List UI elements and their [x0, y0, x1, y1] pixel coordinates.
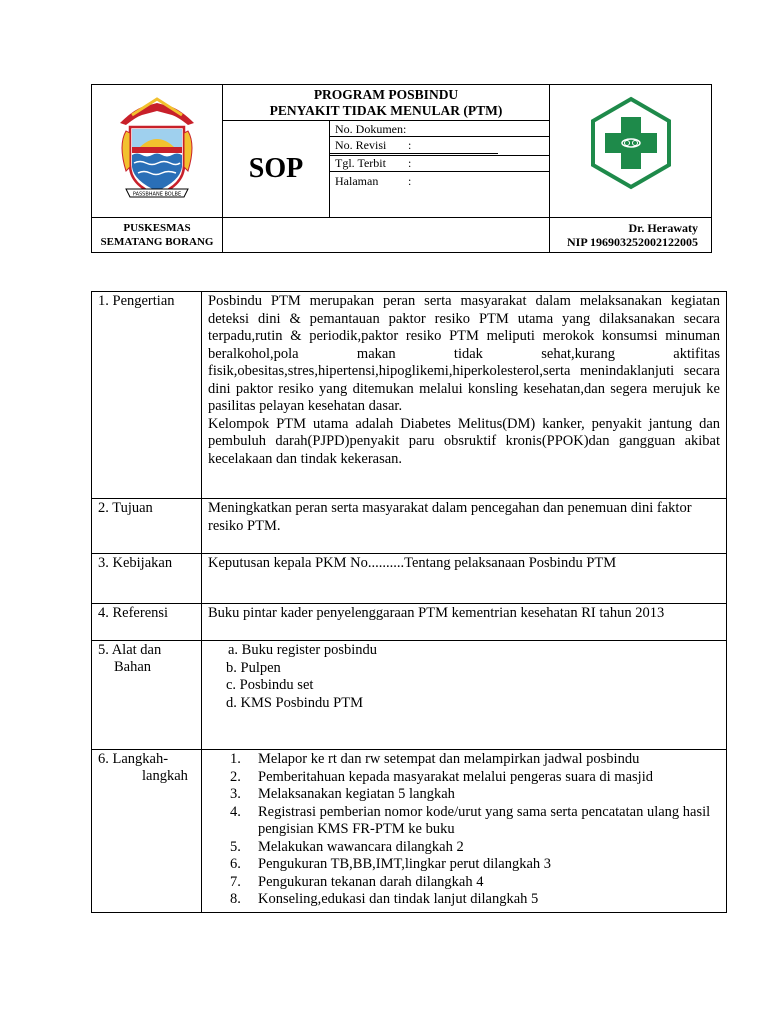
step-number: 7. — [230, 873, 241, 890]
regional-emblem-icon — [92, 85, 223, 217]
step-text: Pengukuran TB,BB,IMT,lingkar perut dilangkah 3 — [258, 856, 552, 872]
step-number: 2. — [230, 768, 241, 785]
section-label: 3. Kebijakan — [92, 554, 202, 604]
list-item: b. Pulpen — [226, 659, 281, 676]
organization-name — [92, 217, 223, 253]
list-item — [208, 804, 720, 839]
regional-emblem-cell — [92, 85, 223, 217]
label-line-1: 6. Langkah- — [98, 751, 169, 767]
meta-tgl-terbit — [330, 155, 549, 171]
section-label — [92, 641, 202, 750]
table-row — [92, 641, 727, 750]
title-line-2: PENYAKIT TIDAK MENULAR (PTM) — [269, 103, 503, 118]
section-content — [202, 641, 727, 750]
table-row — [92, 554, 727, 604]
meta-colon: : — [408, 174, 412, 188]
step-text: Melapor ke rt dan rw setempat dan melampirkan jadwal posbindu — [258, 751, 640, 767]
meta-no-dokumen — [330, 121, 549, 137]
step-number: 3. — [230, 786, 241, 802]
list-item — [208, 839, 720, 857]
list-item — [208, 769, 720, 787]
sop-label: SOP — [223, 121, 330, 217]
sop-title-cell — [223, 85, 550, 217]
meta-no-revisi — [330, 137, 549, 154]
list-item — [208, 786, 720, 804]
step-text: Melaksanakan kegiatan 5 langkah — [258, 786, 455, 802]
step-text: Registrasi pemberian nomor kode/urut yang sama serta pencatatan ulang hasil pengisian KMS FR-PTM ke buku — [258, 803, 711, 837]
list-item: c. Posbindu set — [226, 677, 314, 693]
section-label: 4. Referensi — [92, 604, 202, 641]
langkah-list — [208, 751, 720, 909]
puskesmas-cross-icon — [550, 85, 712, 217]
table-row — [92, 499, 727, 554]
signer-block — [550, 217, 712, 253]
step-number: 6. — [230, 856, 241, 872]
table-row — [92, 750, 727, 913]
pengertian-paragraph-2: Kelompok PTM utama adalah Diabetes Melitus(DM) kanker, penyakit jantung dan pembuluh darah(PJPD)penyakit paru obsruktif kronis(PPOK)dan gangguan akibat kecelakaan dan tindak kekerasan. — [208, 415, 720, 467]
list-item — [208, 874, 720, 892]
emblem-banner-text: PASSBHANE BOLBE — [132, 191, 182, 198]
meta-label: Tgl. Terbit — [335, 156, 386, 170]
pengertian-paragraph-1: Posbindu PTM merupakan peran serta masyarakat dalam melaksanakan kegiatan deteksi dini & pemantauan paktor resiko PTM utama yang dilaksanakan secara terpadu,rutin & periodik,paktor resiko PTM meliputi merokok konsumsi minuman beralkohol,pola makan tidak sehat,kurang aktifitas fisik,obesitas,stres,hipertensi,hipoglikemi,hiperkolesterol,serta menindaklanjuti secara dini paktor resiko yang ditemukan melalui konsling kesehatan,dan segera merujuk ke pasilitas pelayan kesehatan dasar. — [208, 293, 720, 414]
meta-halaman — [330, 173, 549, 189]
section-content: Meningkatkan peran serta masyarakat dalam pencegahan dan penemuan dini faktor resiko PTM. — [202, 499, 727, 554]
step-number: 5. — [230, 838, 241, 855]
step-text: Melakukan wawancara dilangkah 2 — [258, 838, 464, 855]
label-line-2: langkah — [142, 768, 188, 784]
footer-blank-cell — [223, 217, 550, 253]
meta-label: Halaman — [335, 174, 379, 188]
step-text: Pengukuran tekanan darah dilangkah 4 — [258, 873, 484, 890]
meta-label: No. Dokumen: — [335, 122, 407, 136]
sop-content-table — [91, 291, 727, 913]
document-meta — [330, 121, 549, 217]
sop-header — [91, 84, 712, 253]
program-title — [223, 85, 549, 121]
title-line-1: PROGRAM POSBINDU — [313, 87, 459, 102]
step-text: Konseling,edukasi dan tindak lanjut dilangkah 5 — [258, 891, 539, 907]
puskesmas-logo-cell — [550, 85, 712, 217]
step-number: 4. — [230, 803, 241, 820]
meta-colon: : — [408, 156, 412, 170]
org-line-1: PUSKESMAS — [123, 222, 191, 234]
label-line-2: Bahan — [114, 659, 152, 675]
alat-list — [208, 642, 720, 712]
step-number: 8. — [230, 891, 241, 907]
list-item: a. Buku register posbindu — [228, 642, 378, 658]
label-line-1: 5. Alat dan — [98, 642, 162, 658]
section-label: 1. Pengertian — [92, 292, 202, 499]
step-text: Pemberitahuan kepada masyarakat melalui pengeras suara di masjid — [258, 768, 653, 785]
section-label: 2. Tujuan — [92, 499, 202, 554]
signer-name: Dr. Herawaty — [628, 221, 698, 235]
section-content — [202, 292, 727, 499]
meta-label: No. Revisi — [335, 138, 387, 152]
step-number: 1. — [230, 751, 241, 767]
list-item — [208, 856, 720, 874]
section-label — [92, 750, 202, 913]
list-item: d. KMS Posbindu PTM — [226, 694, 363, 711]
section-content: Buku pintar kader penyelenggaraan PTM kementrian kesehatan RI tahun 2013 — [202, 604, 727, 641]
section-content — [202, 750, 727, 913]
meta-colon: : — [408, 138, 412, 152]
section-content: Keputusan kepala PKM No..........Tentang pelaksanaan Posbindu PTM — [202, 554, 727, 604]
table-row — [92, 292, 727, 499]
org-line-2: SEMATANG BORANG — [100, 236, 214, 248]
signer-nip: NIP 196903252002122005 — [566, 235, 698, 249]
list-item — [208, 751, 720, 769]
list-item — [208, 891, 720, 909]
table-row — [92, 604, 727, 641]
